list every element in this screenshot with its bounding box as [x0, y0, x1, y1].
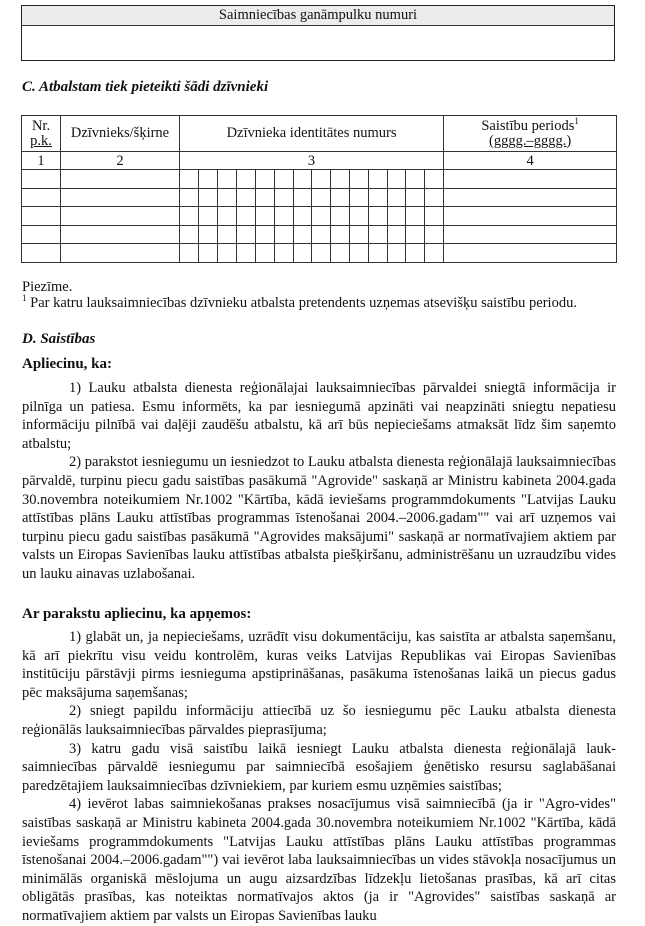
header-nr: Nr. p.k.	[22, 116, 61, 152]
table-row	[22, 188, 617, 207]
id-digit-cell[interactable]	[312, 244, 331, 263]
id-digit-cell[interactable]	[388, 207, 406, 226]
id-digit-cell[interactable]	[350, 225, 369, 244]
id-digit-cell[interactable]	[312, 207, 331, 226]
animal-cell[interactable]	[61, 170, 180, 189]
herd-numbers-field[interactable]	[22, 26, 614, 61]
animal-cell[interactable]	[61, 225, 180, 244]
id-digit-cell[interactable]	[256, 188, 275, 207]
nr-cell[interactable]	[22, 225, 61, 244]
certify-item: 2) parakstot iesniegumu un iesniedzot to Lauku atbalsta dienesta reģionālajā lauksaimniecības pārvaldē, turpinu piecu gadu saistības pasākumā "Agrovide" saskaņā ar Ministru kabineta 2004.gada 30.novembra noteikumiem Nr.1002 "Kārtība, kādā ieviešams programmdokuments "Latvijas Lauku attīstības plāns Lauku attīstības programmas īstenošanai 2004.–2006.gadam"" vai arī uzņemos vai turpinu piecu gadu saistības pasākumā "Agrovides maksājumi" saskaņā ar normatīvajiem aktiem par valsts un Eiropas Savienības lauku attīstības atbalsta piešķiršanu, administrēšanu un uzraudzību vides un lauku ainavas uzlabošanai.	[22, 454, 616, 582]
id-digit-cell[interactable]	[388, 170, 406, 189]
id-digit-cell[interactable]	[199, 225, 218, 244]
id-digit-cell[interactable]	[275, 170, 294, 189]
id-digit-cell[interactable]	[331, 225, 350, 244]
nr-cell[interactable]	[22, 244, 61, 263]
id-digit-cell[interactable]	[294, 244, 312, 263]
id-digit-cell[interactable]	[180, 170, 199, 189]
id-digit-cell[interactable]	[237, 188, 256, 207]
id-digit-cell[interactable]	[180, 225, 199, 244]
column-number: 2	[61, 152, 180, 170]
id-digit-cell[interactable]	[199, 207, 218, 226]
table-row	[22, 225, 617, 244]
period-cell[interactable]	[444, 207, 617, 226]
period-cell[interactable]	[444, 188, 617, 207]
table-row	[22, 207, 617, 226]
id-digit-cell[interactable]	[406, 225, 425, 244]
id-digit-cell[interactable]	[312, 188, 331, 207]
column-number: 1	[22, 152, 61, 170]
id-digit-cell[interactable]	[369, 170, 388, 189]
table-row	[22, 244, 617, 263]
id-digit-cell[interactable]	[331, 207, 350, 226]
id-digit-cell[interactable]	[294, 188, 312, 207]
id-digit-cell[interactable]	[180, 207, 199, 226]
id-digit-cell[interactable]	[388, 188, 406, 207]
column-number: 3	[180, 152, 444, 170]
id-digit-cell[interactable]	[237, 244, 256, 263]
nr-cell[interactable]	[22, 207, 61, 226]
footnote-text: Par katru lauksaimniecības dzīvnieku atbalsta pretendents uzņemas atsevišķu saistību periodu.	[26, 295, 577, 311]
id-digit-cell[interactable]	[331, 244, 350, 263]
note-label: Piezīme.	[22, 279, 73, 295]
id-digit-cell[interactable]	[425, 188, 444, 207]
herd-numbers-header: Saimniecības ganāmpulku numuri	[22, 6, 614, 26]
id-digit-cell[interactable]	[369, 188, 388, 207]
id-digit-cell[interactable]	[425, 244, 444, 263]
id-digit-cell[interactable]	[218, 188, 237, 207]
commit-item: 4) ievērot labas saimniekošanas prakses nosacījumus visā saimniecībā (ja ir "Agro-vides" saistības saskaņā ar Ministru kabineta 2004.gada 30.novembra noteikumiem Nr.1002 "Kārtība, kādā ieviešams programmdokuments "Latvijas Lauku attīstības plāns Lauku attīstības programmas īstenošanai 2004.–2006.gadam"") vai ievērot laba lauksaimniecības un vides stāvokļa nosacījumus un minimālās organiskā mēslojuma un augu aizsardzības līdzekļu lietošanas prasības, kā arī citas obligātās prasības, kas noteiktas normatīvajos aktos (ja ir "Agrovides" saistības saskaņā ar normatīvajiem aktiem par valsts un Eiropas Savienības lauku	[22, 796, 616, 924]
id-digit-cell[interactable]	[275, 207, 294, 226]
footnote	[22, 295, 577, 312]
id-digit-cell[interactable]	[218, 170, 237, 189]
id-digit-cell[interactable]	[256, 207, 275, 226]
id-digit-cell[interactable]	[388, 244, 406, 263]
id-digit-cell[interactable]	[350, 188, 369, 207]
id-digit-cell[interactable]	[350, 170, 369, 189]
section-c-title: C. Atbalstam tiek pieteikti šādi dzīvnieki	[22, 79, 269, 95]
column-number: 4	[444, 152, 617, 170]
id-digit-cell[interactable]	[369, 207, 388, 226]
id-digit-cell[interactable]	[406, 170, 425, 189]
footnote-mark: 1	[22, 293, 27, 304]
id-digit-cell[interactable]	[275, 225, 294, 244]
certify-list	[22, 379, 616, 584]
animals-table	[21, 115, 617, 263]
header-commitment-period: Saistību periods$^1$ (gggg.–gggg.)	[444, 116, 617, 152]
id-digit-cell[interactable]	[331, 188, 350, 207]
id-digit-cell[interactable]	[350, 244, 369, 263]
id-digit-cell[interactable]	[218, 207, 237, 226]
nr-cell[interactable]	[22, 188, 61, 207]
id-digit-cell[interactable]	[199, 170, 218, 189]
header-identity-number: Dzīvnieka identitātes numurs	[180, 116, 444, 152]
id-digit-cell[interactable]	[312, 225, 331, 244]
certify-heading: Apliecinu, ka:	[22, 356, 113, 372]
id-digit-cell[interactable]	[237, 225, 256, 244]
id-digit-cell[interactable]	[199, 244, 218, 263]
id-digit-cell[interactable]	[425, 170, 444, 189]
table-row	[22, 170, 617, 189]
id-digit-cell[interactable]	[369, 225, 388, 244]
animal-cell[interactable]	[61, 188, 180, 207]
id-digit-cell[interactable]	[388, 225, 406, 244]
section-d-title: D. Saistības	[22, 331, 96, 347]
id-digit-cell[interactable]	[275, 188, 294, 207]
commit-item: 2) sniegt papildu informāciju attiecībā uz šo iesniegumu pēc Lauku atbalsta dienesta reģionālās lauksaimniecības pārvaldes pieprasījuma;	[22, 703, 616, 738]
id-digit-cell[interactable]	[369, 244, 388, 263]
id-digit-cell[interactable]	[199, 188, 218, 207]
id-digit-cell[interactable]	[425, 207, 444, 226]
id-digit-cell[interactable]	[237, 207, 256, 226]
commit-item: 1) glabāt un, ja nepieciešams, uzrādīt visu dokumentāciju, kas saistīta ar atbalsta saņemšanu, kā arī piekrītu visu veidu kontrolēm, kuras veiks Latvijas Republikas vai Eiropas Savienības institūciju pārstāvji pirms iesnieguma apstiprināšanas, pasākuma īstenošanas laikā un piecus gadus pēc maksājuma saņemšanas;	[22, 629, 616, 701]
id-digit-cell[interactable]	[406, 207, 425, 226]
period-cell[interactable]	[444, 225, 617, 244]
nr-cell[interactable]	[22, 170, 61, 189]
id-digit-cell[interactable]	[275, 244, 294, 263]
period-cell[interactable]	[444, 244, 617, 263]
herd-numbers-box	[21, 5, 615, 61]
id-digit-cell[interactable]	[294, 225, 312, 244]
id-digit-cell[interactable]	[312, 170, 331, 189]
id-digit-cell[interactable]	[425, 225, 444, 244]
id-digit-cell[interactable]	[180, 244, 199, 263]
commit-item: 3) katru gadu visā saistību laikā iesniegt Lauku atbalsta dienesta reģionālajā lauk-saimniecības pārvaldē iesniegumu par saimniecībā esošajiem ģenētisko resursu saglabāšanai paredzētajiem lauksaimniecības dzīvniekiem, par kuriem esmu uzņēmies saistības;	[22, 740, 616, 794]
id-digit-cell[interactable]	[294, 207, 312, 226]
certify-item: 1) Lauku atbalsta dienesta reģionālajai lauksaimniecības pārvaldei sniegtā informācija ir pilnīga un patiesa. Esmu informēts, ka par iesniegumā apzināti vai neapzināti sniegtu nepatiesu informāciju pilnībā vai daļēji zaudēšu atbalstu, kā arī būs nepieciešams atmaksāt līdz šim saņemto atbalstu;	[22, 380, 616, 452]
id-digit-cell[interactable]	[350, 207, 369, 226]
id-digit-cell[interactable]	[406, 188, 425, 207]
column-number-row	[22, 152, 617, 170]
animal-cell[interactable]	[61, 244, 180, 263]
id-digit-cell[interactable]	[256, 244, 275, 263]
id-digit-cell[interactable]	[294, 170, 312, 189]
commit-list	[22, 628, 616, 926]
id-digit-cell[interactable]	[218, 244, 237, 263]
id-digit-cell[interactable]	[237, 170, 256, 189]
id-digit-cell[interactable]	[256, 170, 275, 189]
period-cell[interactable]	[444, 170, 617, 189]
id-digit-cell[interactable]	[218, 225, 237, 244]
id-digit-cell[interactable]	[406, 244, 425, 263]
commit-heading: Ar parakstu apliecinu, ka apņemos:	[22, 606, 252, 622]
animal-cell[interactable]	[61, 207, 180, 226]
table-header-row	[22, 116, 617, 152]
id-digit-cell[interactable]	[331, 170, 350, 189]
header-animal-breed: Dzīvnieks/šķirne	[61, 116, 180, 152]
id-digit-cell[interactable]	[256, 225, 275, 244]
id-digit-cell[interactable]	[180, 188, 199, 207]
